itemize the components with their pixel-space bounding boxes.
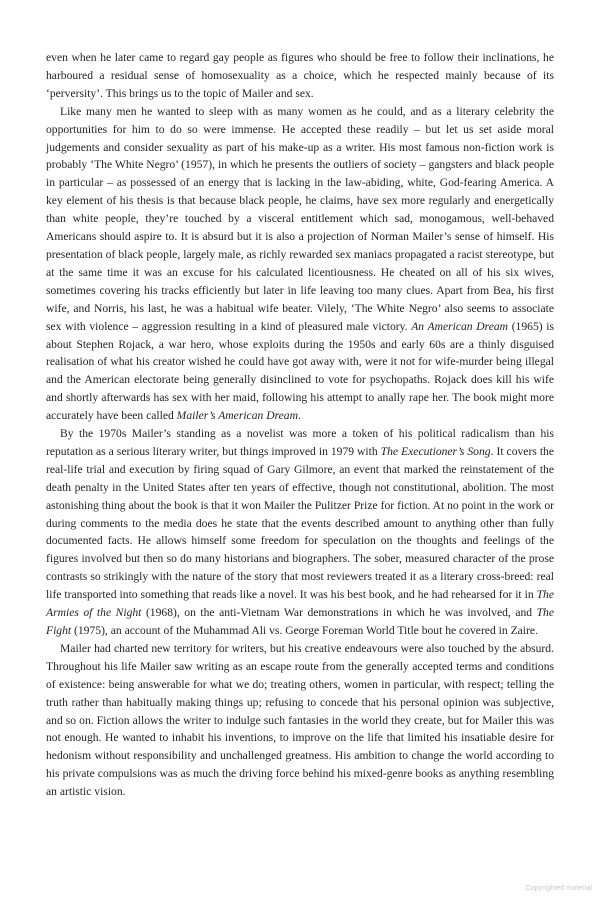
book-page-body xyxy=(46,49,554,801)
text-run: (1965) is about Stephen Rojack, a war hero, whose exploits during the 1950s and early 60s are a thinly disguised realisation of what his creator wished he could have got away with, were it not for wife-murder being illegal and the American electorate being generally disinclined to vote for psychopaths. Rojack does kill his wife and shortly afterwards has sex with her maid, following his attempt to anally rape her. The book might more accurately have been called xyxy=(46,319,554,423)
text-run: . It covers the real-life trial and execution by firing squad of Gary Gilmore, an event that marked the reinstatement of the death penalty in the United States after ten years of effective, though not constitutional, abolition. The most astonishing thing about the book is that it won Mailer the Pulitzer Prize for fiction. At no point in the work or during comments to the media does he state that the events described amount to anything other than fully documented facts. He allows himself some freedom for speculation on the thoughts and feelings of the figures involved but then so do many historians and biographers. The sober, measured character of the prose contrasts so strikingly with the nature of the story that most reviewers treated it as a literary cross-breed: real life transported into something that reads like a novel. It was his best book, and he had rehearsed for it in xyxy=(46,444,554,602)
copyright-watermark: Copyrighted material xyxy=(525,885,592,892)
text-run: even when he later came to regard gay people as figures who should be free to follow their inclinations, he harboured a residual sense of homosexuality as a choice, which he respected mainly because of its ‘perversity’. This brings us to the topic of Mailer and sex. xyxy=(46,51,554,100)
text-run: (1975), an account of the Muhammad Ali vs. George Foreman World Title bout he covered in Zaire. xyxy=(71,624,538,637)
book-title-italic: The Armies of the Night xyxy=(46,588,554,620)
book-title-italic: The Fight xyxy=(46,606,554,637)
book-title-italic: The Executioner’s Song xyxy=(380,444,491,458)
text-run: Like many men he wanted to sleep with as many women as he could, and as a literary celebrity the opportunities for him to do so were immense. He accepted these readily – but let us set aside moral judgements and consider sexuality as part of his make-up as a writer. His most famous non-fiction work is probably ‘The White Negro’ (1957), in which he presents the outliers of society – gangsters and black people in particular – as possessed of an energy that is lacking in the law-abiding, white, God-fearing America. A key element of his thesis is that because black people, he claims, have sex more regularly and energetically than white people, they’re touched by a visceral entitlement which sad, monogamous, well-behaved Americans should aspire to. It is absurd but it is also a projection of Norman Mailer’s sense of himself. His presentation of black people, largely male, as richly rewarded sex maniacs propagated a racist stereotype, but at the same time it was an excuse for his calculated licentiousness. He cheated on all of his six wives, sometimes covering his tracks efficiently but later in life leaving too many clues. Apart from Bea, his first wife, and Norris, his last, he was a habitual wife beater. Vilely, ‘The White Negro’ also seems to associate sex with violence – aggression resulting in a kind of pleasured male victory. xyxy=(46,104,554,333)
paragraph-continuation xyxy=(46,49,554,103)
paragraph-mailer-and-sex xyxy=(46,103,554,425)
paragraph-executioners-song xyxy=(46,425,554,640)
book-title-italic: An American Dream xyxy=(411,319,509,333)
text-run: (1968), on the anti-Vietnam War demonstrations in which he was involved, and xyxy=(141,606,537,620)
text-run: Mailer had charted new territory for writers, but his creative endeavours were also touched by the absurd. Throughout his life Mailer saw writing as an escape route from the generally accepted terms and conditions of existence: being answerable for what we do; treating others, women in particular, with respect; telling the truth rather than habitually making things up; refusing to concede that his personal opinion was subjective, and so on. Fiction allows the writer to indulge such fantasies in the world they create, but for Mailer this was not enough. He wanted to inhabit his inventions, to improve on the life that limited his insatiable desire for hedonism without responsibility and unchallenged greatness. His ambition to change the world according to his private compulsions was as much the driving force behind his mixed-genre books as anything resembling an artistic vision. xyxy=(46,641,554,799)
text-run: By the 1970s Mailer’s standing as a novelist was more a token of his political radicalism than his reputation as a serious literary writer, but things improved in 1979 with xyxy=(46,427,554,458)
text-run: . xyxy=(297,409,301,423)
book-title-italic: Mailer’s American Dream xyxy=(176,409,298,423)
paragraph-mailer-absurd xyxy=(46,640,554,801)
